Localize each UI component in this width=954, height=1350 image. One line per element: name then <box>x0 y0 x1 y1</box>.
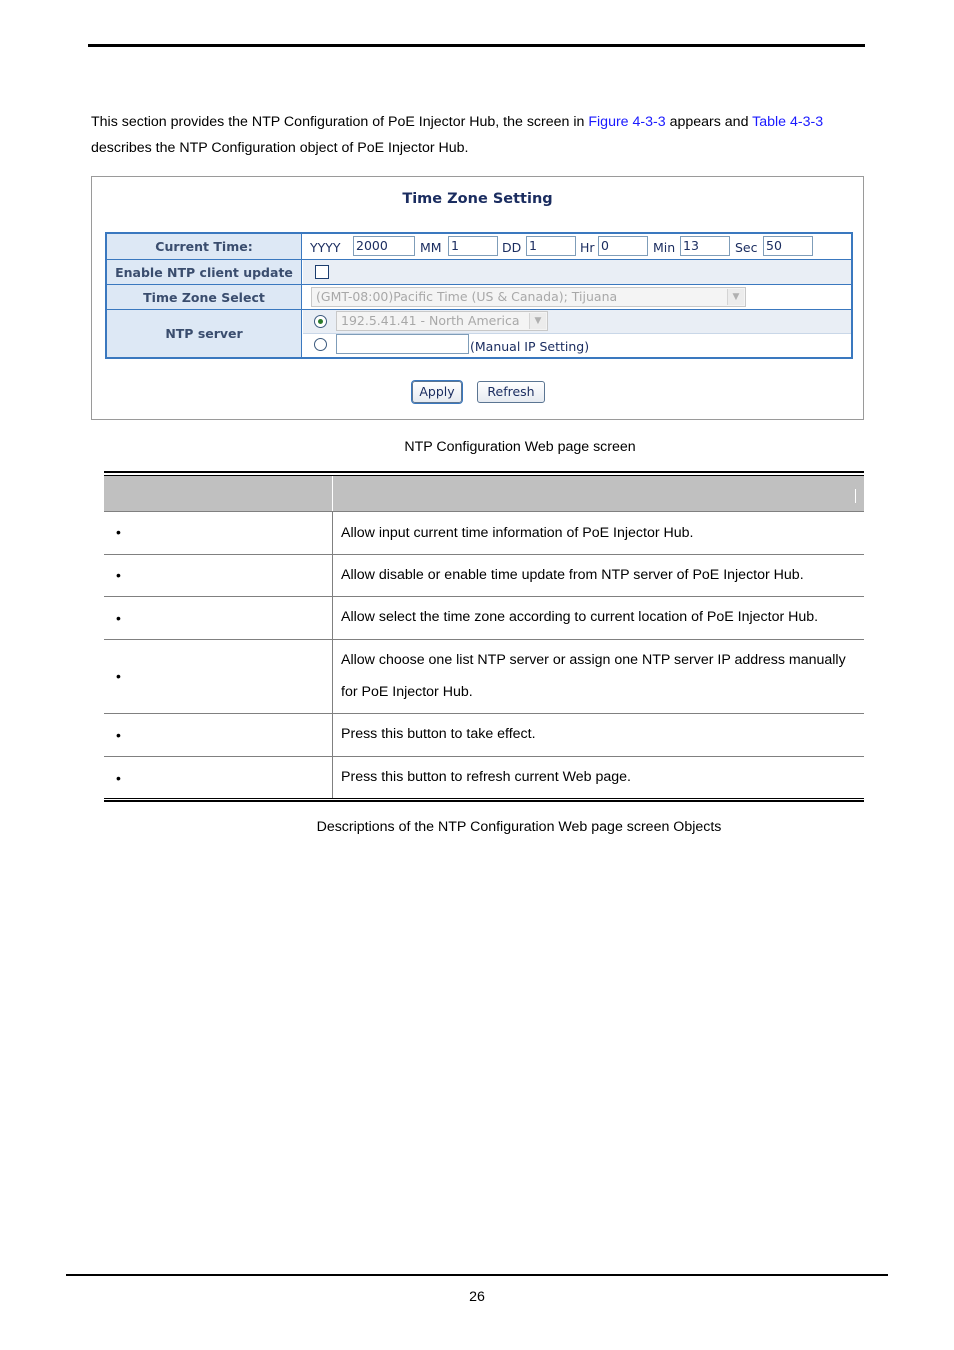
time-zone-value <box>303 285 851 309</box>
time-zone-config-table <box>105 232 853 359</box>
time-zone-setting-panel <box>91 176 864 420</box>
column-divider <box>332 512 333 554</box>
chevron-down-icon: ▼ <box>727 289 744 305</box>
intro-text-start: This section provides the NTP Configuration of PoE Injector Hub, the screen in <box>91 114 589 130</box>
table-row <box>104 512 864 555</box>
time-zone-row <box>107 285 851 309</box>
row-bullet: • <box>116 770 121 786</box>
figure-reference-link[interactable]: Figure 4-3-3 <box>588 114 666 130</box>
footer-rule <box>66 1274 888 1276</box>
intro-text-line2: describes the NTP Configuration object of PoE Injector Hub. <box>91 140 469 156</box>
table-row <box>104 714 864 757</box>
apply-button[interactable]: Apply <box>412 381 462 403</box>
column-divider <box>332 597 333 639</box>
ntp-client-value <box>303 260 851 284</box>
column-divider <box>332 555 333 596</box>
table-reference-link[interactable]: Table 4-3-3 <box>752 114 824 130</box>
table-bottom-rule <box>104 800 864 802</box>
intro-text-middle: appears and <box>665 114 753 130</box>
panel-title: Time Zone Setting <box>402 191 553 207</box>
row-description: Allow select the time zone according to current location of PoE Injector Hub. <box>341 609 819 625</box>
time-zone-label: Time Zone Select <box>107 285 302 309</box>
table-caption: Descriptions of the NTP Configuration Web page screen Objects <box>316 819 722 835</box>
manual-ip-input[interactable] <box>336 334 469 354</box>
table-row <box>104 757 864 799</box>
ntp-server-row <box>107 310 851 357</box>
hour-label: Hr <box>580 240 595 255</box>
table-row <box>104 555 864 597</box>
table-header-row <box>104 476 864 512</box>
refresh-button[interactable]: Refresh <box>477 381 545 403</box>
current-time-row <box>107 234 851 259</box>
time-zone-select[interactable] <box>311 287 746 307</box>
table-bottom-rule <box>104 798 864 799</box>
header-divider <box>332 476 333 511</box>
ntp-client-row <box>107 260 851 284</box>
chevron-down-icon: ▼ <box>529 313 546 329</box>
row-description: Press this button to take effect. <box>341 726 536 742</box>
second-input[interactable]: 50 <box>763 236 813 256</box>
ntp-client-label: Enable NTP client update <box>107 260 302 284</box>
day-input[interactable]: 1 <box>526 236 576 256</box>
current-time-label: Current Time: <box>107 234 302 259</box>
table-row <box>104 597 864 640</box>
row-description: Allow input current time information of PoE Injector Hub. <box>341 525 694 541</box>
row-description-line: for PoE Injector Hub. <box>341 684 473 700</box>
row-description-line: Allow choose one list NTP server or assign one NTP server IP address manually <box>341 652 846 668</box>
month-input[interactable]: 1 <box>448 236 498 256</box>
row-bullet: • <box>116 567 121 583</box>
year-label: YYYY <box>310 240 341 255</box>
month-label: MM <box>420 240 442 255</box>
header-divider <box>855 489 856 503</box>
manual-ip-label: (Manual IP Setting) <box>470 339 590 354</box>
hour-input[interactable]: 0 <box>598 236 648 256</box>
row-description: Allow disable or enable time update from NTP server of PoE Injector Hub. <box>341 567 804 583</box>
ntp-list-radio[interactable] <box>314 315 327 328</box>
year-input[interactable]: 2000 <box>353 236 415 256</box>
current-time-fields <box>303 234 851 259</box>
column-divider <box>332 714 333 756</box>
ntp-server-label: NTP server <box>107 310 302 357</box>
table-top-rule <box>104 471 864 473</box>
ntp-server-selected-value: 192.5.41.41 - North America <box>341 313 520 328</box>
ntp-list-option-row <box>303 310 851 333</box>
ntp-client-checkbox[interactable] <box>315 265 329 279</box>
row-bullet: • <box>116 727 121 743</box>
radio-selected-dot <box>318 319 323 324</box>
column-divider <box>332 757 333 799</box>
row-bullet: • <box>116 524 121 540</box>
minute-input[interactable]: 13 <box>680 236 730 256</box>
ntp-server-select[interactable] <box>336 311 548 331</box>
intro-paragraph <box>91 109 861 161</box>
row-bullet: • <box>116 668 121 684</box>
page-number: 26 <box>469 1289 485 1305</box>
column-divider <box>332 640 333 713</box>
row-bullet: • <box>116 610 121 626</box>
row-description <box>341 644 859 708</box>
minute-label: Min <box>653 240 676 255</box>
row-description: Press this button to refresh current Web page. <box>341 769 631 785</box>
time-zone-selected-value: (GMT-08:00)Pacific Time (US & Canada); Tijuana <box>316 289 618 304</box>
second-label: Sec <box>735 240 758 255</box>
figure-caption: NTP Configuration Web page screen <box>404 439 636 455</box>
table-row <box>104 640 864 714</box>
header-rule <box>88 44 865 47</box>
manual-ip-radio[interactable] <box>314 338 327 351</box>
day-label: DD <box>502 240 522 255</box>
ntp-server-value <box>303 310 851 357</box>
